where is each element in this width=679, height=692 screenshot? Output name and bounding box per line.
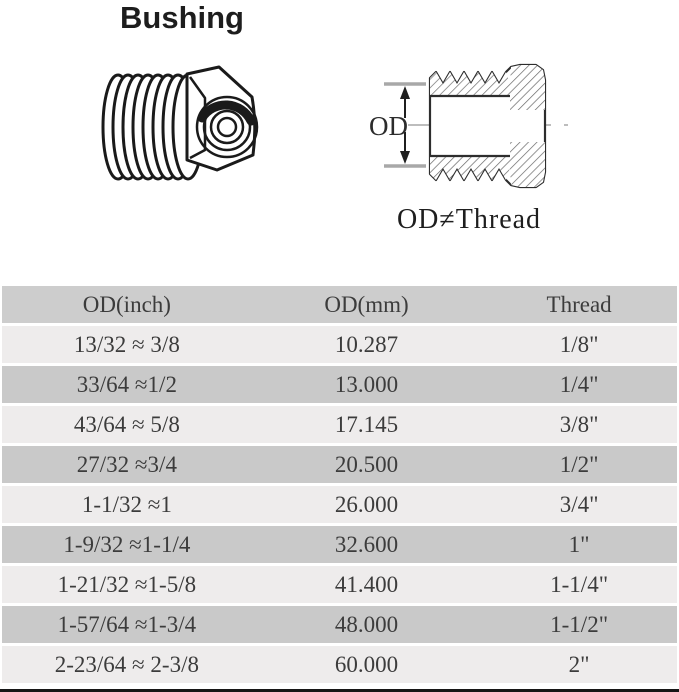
od-mm-cell: 10.287 [334, 331, 399, 357]
table-row [2, 566, 677, 603]
od-inch-cell: 1-21/32 ≈1-5/8 [57, 571, 197, 597]
od-inch-cell: 1-9/32 ≈1-1/4 [63, 531, 191, 557]
od-dimension-label: OD [369, 111, 408, 141]
up-arrow-icon [400, 86, 410, 99]
cross-section-diagram [368, 56, 573, 196]
od-mm-cell: 48.000 [334, 611, 399, 637]
hatch-top-band [430, 72, 510, 96]
thread-cell: 1-1/4" [550, 571, 609, 597]
down-arrow-icon [400, 151, 410, 164]
hatch-right-block-bottom [510, 142, 545, 187]
od-inch-cell: 2-23/64 ≈ 2-3/8 [54, 651, 199, 677]
table-row [2, 486, 677, 523]
table-row [2, 526, 677, 563]
thread-cell: 2" [568, 651, 590, 677]
od-inch-cell: 43/64 ≈ 5/8 [73, 411, 180, 437]
hatch-bottom-band [430, 156, 510, 180]
table-row [2, 406, 677, 443]
table-row [2, 326, 677, 363]
col-header-od-mm: OD(mm) [324, 291, 409, 317]
od-mm-cell: 60.000 [334, 651, 399, 677]
bushing-3d-illustration [100, 58, 260, 188]
od-mm-cell: 20.500 [334, 451, 399, 477]
table-row [2, 366, 677, 403]
page-title: Bushing [120, 0, 244, 35]
od-inch-cell: 1-1/32 ≈1 [81, 491, 172, 517]
od-mm-cell: 41.400 [334, 571, 399, 597]
table-header-row [2, 286, 677, 323]
od-mm-cell: 26.000 [334, 491, 399, 517]
table-row [2, 606, 677, 643]
thread-cell: 1/8" [559, 331, 599, 357]
od-thread-caption: OD≠Thread [396, 204, 542, 235]
thread-cell: 1/2" [559, 451, 599, 477]
od-inch-cell: 1-57/64 ≈1-3/4 [57, 611, 197, 637]
col-header-od-inch: OD(inch) [82, 291, 171, 317]
thread-cell: 1" [568, 531, 590, 557]
od-mm-cell: 32.600 [334, 531, 399, 557]
od-mm-cell: 17.145 [334, 411, 399, 437]
od-inch-cell: 27/32 ≈3/4 [76, 451, 177, 477]
thread-cell: 1-1/2" [550, 611, 609, 637]
od-inch-cell: 13/32 ≈ 3/8 [73, 331, 180, 357]
thread-cell: 1/4" [559, 371, 599, 397]
thread-cell: 3/8" [559, 411, 599, 437]
spec-table [2, 283, 677, 686]
col-header-thread: Thread [546, 291, 612, 317]
table-row [2, 446, 677, 483]
hatch-right-block-top [510, 65, 545, 110]
table-row [2, 646, 677, 683]
thread-cell: 3/4" [559, 491, 599, 517]
od-inch-cell: 33/64 ≈1/2 [76, 371, 177, 397]
od-mm-cell: 13.000 [334, 371, 399, 397]
